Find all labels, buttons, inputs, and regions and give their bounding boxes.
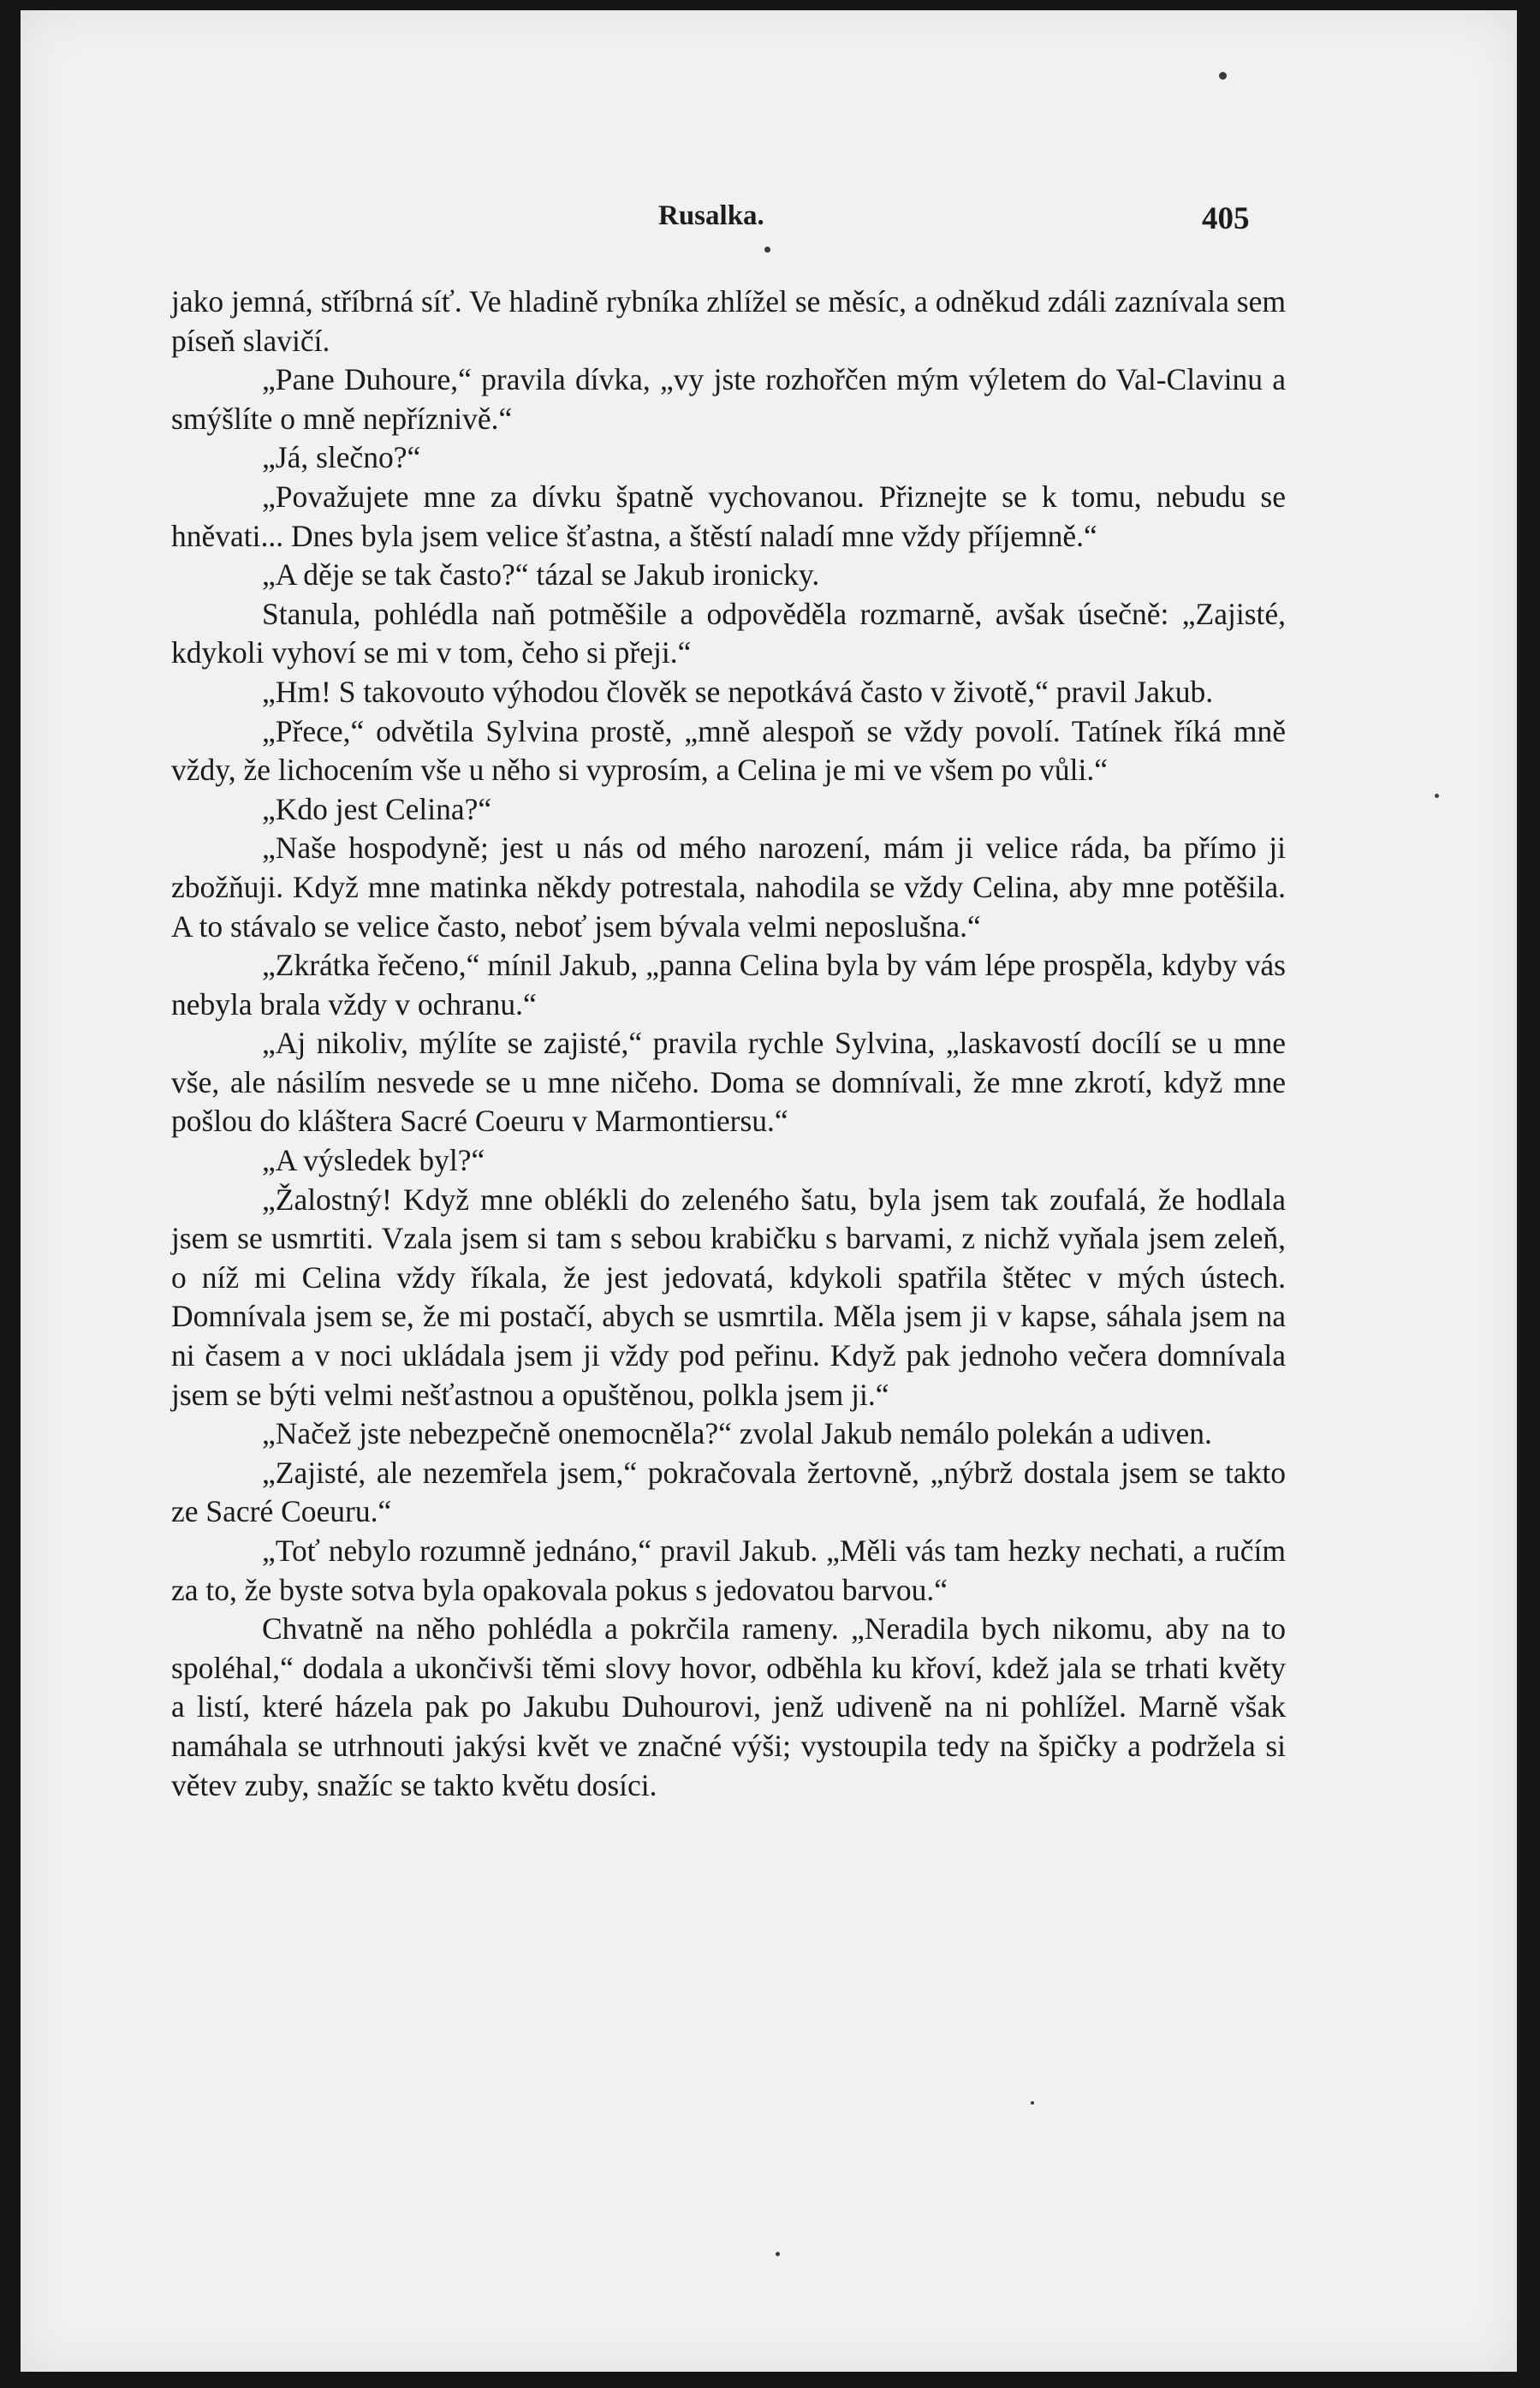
paragraph: „Toť nebylo rozumně jednáno,“ pravil Jakub. „Měli vás tam hezky nechati, a ručím za to, že byste sotva byla opakovala pokus s jedovatou barvou.“: [171, 1533, 1286, 1607]
book-page: [21, 10, 1517, 2372]
paragraph: „Kdo jest Celina?“: [262, 791, 492, 826]
paragraph: „Považujete mne za dívku špatně vychovanou. Přiznejte se k tomu, nebudu se hněvati... Dnes byla jsem velice šťastna, a štěstí naladí mne vždy příjemně.“: [171, 479, 1286, 553]
running-title: Rusalka.: [658, 200, 764, 231]
paragraph: „Já, slečno?“: [262, 440, 421, 475]
paragraph: jako jemná, stříbrná síť. Ve hladině rybníka zhlížel se měsíc, a odněkud zdáli zaznívala sem píseň slavičí.: [171, 284, 1286, 358]
ink-speck: [1031, 2101, 1034, 2105]
paragraph: „A výsledek byl?“: [262, 1143, 485, 1178]
paragraph: „Přece,“ odvětila Sylvina prostě, „mně alespoň se vždy povolí. Tatínek říká mně vždy, že lichocením vše u něho si vyprosím, a Celina je mi ve všem po vůli.“: [171, 713, 1286, 788]
paragraph: Stanula, pohlédla naň potměšile a odpověděla rozmarně, avšak úsečně: „Zajisté, kdykoli vyhoví se mi v tom, čeho si přeji.“: [171, 596, 1286, 670]
paragraph: „Aj nikoliv, mýlíte se zajisté,“ pravila rychle Sylvina, „laskavostí docílí se u mne vše, ale násilím nesvede se u mne ničeho. Doma se domnívali, že mne zkrotí, když mne pošlou do kláštera Sacré Coeuru v Marmontiersu.“: [171, 1026, 1286, 1139]
ink-speck: [1435, 794, 1439, 798]
paragraph: „Zkrátka řečeno,“ mínil Jakub, „panna Celina byla by vám lépe prospěla, kdyby vás nebyla brala vždy v ochranu.“: [171, 948, 1286, 1021]
body-text: [171, 283, 1286, 1805]
page-number: 405: [1202, 201, 1250, 236]
paragraph: „Pane Duhoure,“ pravila dívka, „vy jste rozhořčen mým výletem do Val-Clavinu a smýšlíte o mně nepříznivě.“: [171, 362, 1286, 436]
paragraph: „Hm! S takovouto výhodou člověk se nepotkává často v životě,“ pravil Jakub.: [262, 674, 1214, 709]
ink-speck: [1219, 72, 1227, 80]
paragraph: „A děje se tak často?“ tázal se Jakub ironicky.: [262, 557, 820, 593]
paragraph: „Naše hospodyně; jest u nás od mého narození, mám ji velice ráda, ba přímo ji zbožňuji. Když mne matinka někdy potrestala, nahodila se vždy Celina, aby mne potěšila. A to stávalo se velice často, neboť jsem bývala velmi neposlušna.“: [171, 831, 1286, 944]
paragraph: „Načež jste nebezpečně onemocněla?“ zvolal Jakub nemálo polekán a udiven.: [262, 1416, 1212, 1451]
paragraph: Chvatně na něho pohlédla a pokrčila rameny. „Neradila bych nikomu, aby na to spoléhal,“ dodala a ukončivši těmi slovy hovor, odběhla ku křoví, kdež jala se trhati květy a listí, které házela pak po Jakubu Duhourovi, jenž udiveně na ni pohlížel. Marně však namáhala se utrhnouti jakýsi květ ve značné výši; vystoupila tedy na špičky a podržela si větev zuby, snažíc se takto květu dosíci.: [171, 1611, 1286, 1802]
ink-speck: [776, 2252, 780, 2256]
paragraph: „Zajisté, ale nezemřela jsem,“ pokračovala žertovně, „nýbrž dostala jsem se takto ze Sacré Coeuru.“: [171, 1455, 1286, 1529]
page-header: [21, 200, 1517, 252]
paragraph: „Žalostný! Když mne oblékli do zeleného šatu, byla jsem tak zoufalá, že hodlala jsem se usmrtiti. Vzala jsem si tam s sebou krabičku s barvami, z nichž vyňala jsem zeleň, o níž mi Celina vždy říkala, že jest jedovatá, kdykoli spatřila štětec v mých ústech. Domnívala jsem se, že mi postačí, abych se usmrtila. Měla jsem ji v kapse, sáhala jsem na ni časem a v noci ukládala jsem ji vždy pod peřinu. Když pak jednoho večera domnívala jsem se býti velmi nešťastnou a opuštěnou, polkla jsem ji.“: [171, 1182, 1286, 1412]
